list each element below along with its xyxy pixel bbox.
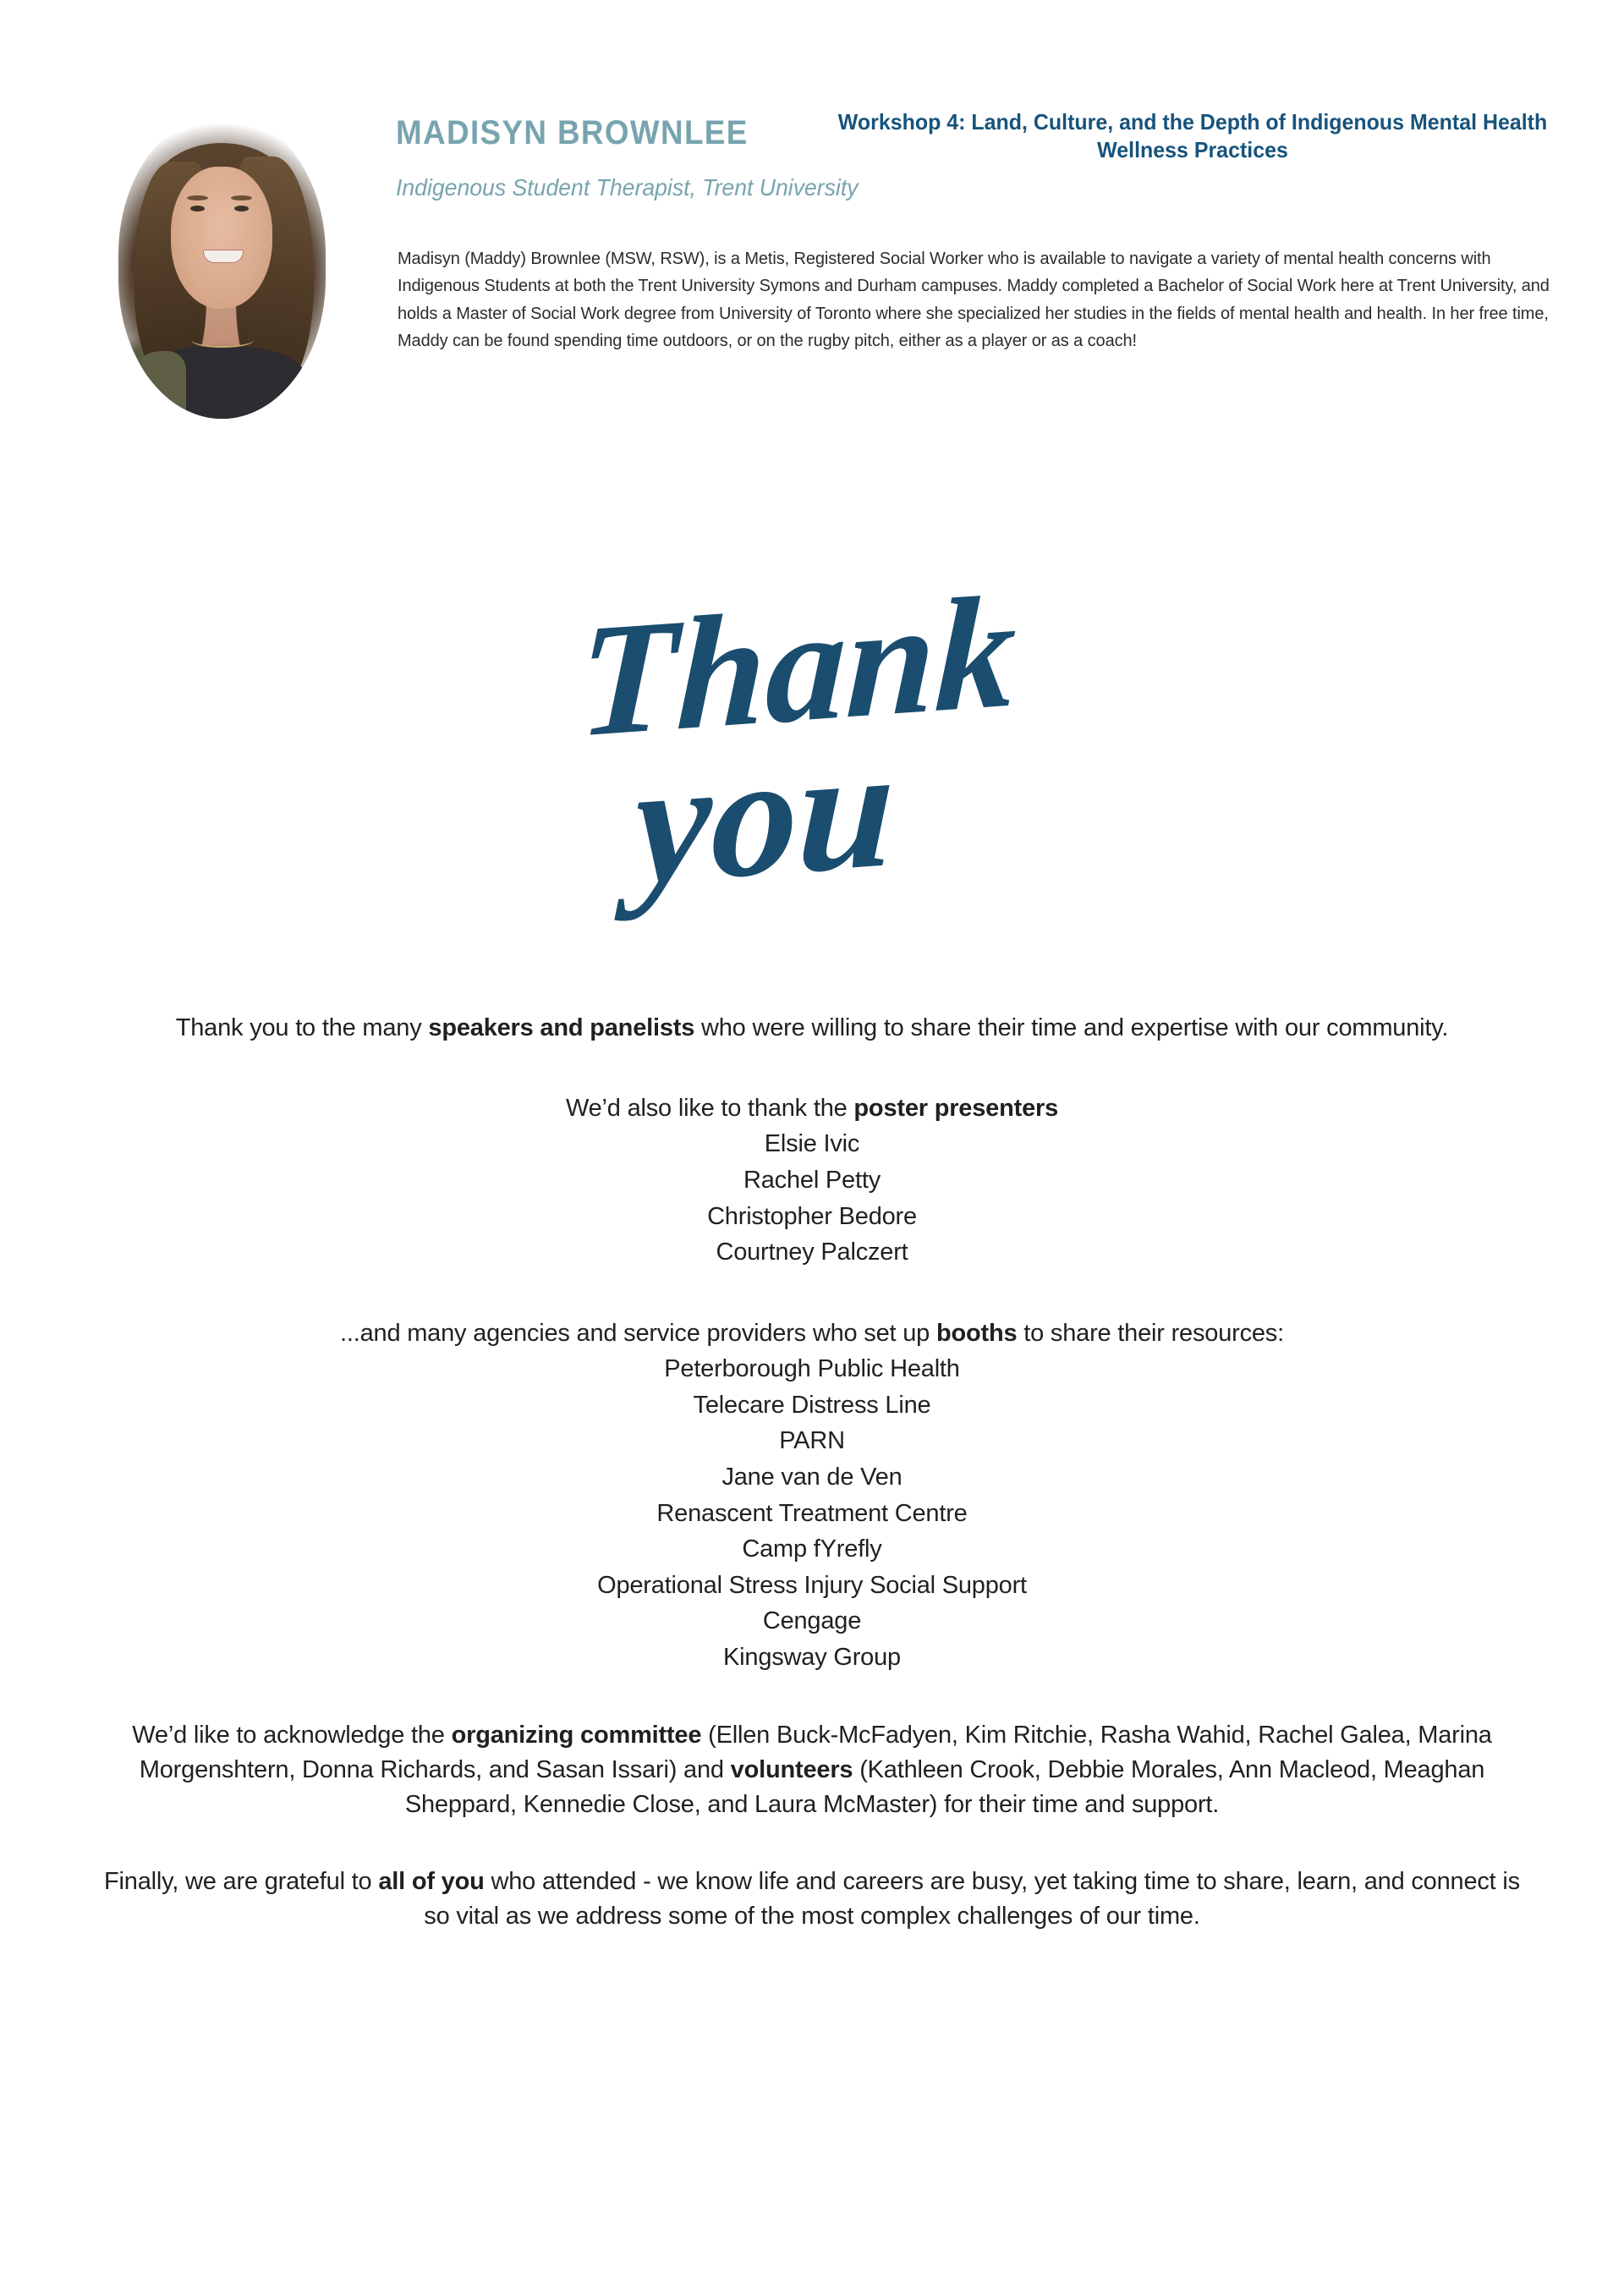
- poster-intro-bold: poster presenters: [853, 1095, 1059, 1123]
- speakers-paragraph-bold: speakers and panelists: [428, 1014, 695, 1041]
- list-item: PARN: [779, 1427, 845, 1455]
- speaker-bio: Madisyn (Maddy) Brownlee (MSW, RSW), is a Metis, Registered Social Worker who is available to navigate a variety of mental health concerns with Indigenous Students at both the Trent University Symons and Durham campuses. Maddy completed a Bachelor of Social Work here at Trent University, and holds a Master of Social Work degree from University of Toronto where she specialized her studies in the fields of mental health and health. In her free time, Maddy can be found spending time outdoors, or on the rugby pitch, either as a player or as a coach!: [398, 250, 1550, 351]
- list-item: Christopher Bedore: [707, 1202, 917, 1230]
- headshot-photo: [118, 114, 326, 419]
- necklace-icon: [191, 332, 254, 348]
- list-item: Cengage: [762, 1607, 862, 1635]
- speakers-paragraph-pre: Thank you to the many: [175, 1014, 429, 1041]
- list-item: Camp fYrefly: [742, 1535, 882, 1563]
- speaker-headshot: [118, 114, 326, 419]
- smile-shape: [203, 250, 244, 263]
- speaker-name: MADISYN BROWNLEE: [396, 114, 749, 151]
- committee-paragraph: [93, 1718, 1531, 1823]
- list-item: Peterborough Public Health: [664, 1355, 960, 1383]
- volunteers-bold: volunteers: [730, 1755, 853, 1783]
- speakers-paragraph: [93, 1011, 1531, 1046]
- booths-intro-pre: ...and many agencies and service providers who set up: [340, 1319, 936, 1347]
- committee-bold: organizing committee: [451, 1721, 702, 1749]
- poster-presenters-intro: [93, 1091, 1531, 1126]
- list-item: Jane van de Ven: [721, 1463, 903, 1491]
- list-item: Elsie Ivic: [764, 1130, 860, 1158]
- speaker-header: [0, 0, 1624, 474]
- workshop-title: Workshop 4: Land, Culture, and the Depth of Indigenous Mental Health Wellness Practices: [837, 109, 1548, 163]
- list-item: Rachel Petty: [743, 1166, 881, 1194]
- shoulder-olive: [125, 351, 186, 414]
- eye-right: [234, 206, 249, 211]
- spacer-2: [93, 1271, 1531, 1316]
- eyebrow-left: [187, 195, 208, 200]
- committee-mid: (Ellen Buck-McFadyen, Kim Ritchie, Rasha Wahid, Rachel Galea, Marina Morgenshtern, Donna Richards, and Sasan Issari) and: [139, 1721, 1492, 1783]
- acknowledgements-body: [93, 1011, 1531, 1935]
- finally-bold: all of you: [378, 1868, 485, 1896]
- committee-post: (Kathleen Crook, Debbie Morales, Ann Macleod, Meaghan Sheppard, Kennedie Close, and Laura McMaster) for their time and support.: [404, 1755, 1485, 1818]
- thank-you-script-icon: [575, 546, 1049, 943]
- speakers-paragraph-post: who were willing to share their time and expertise with our community.: [694, 1014, 1449, 1041]
- finally-paragraph: [93, 1865, 1531, 1934]
- eye-left: [190, 206, 205, 211]
- spacer-1: [93, 1046, 1531, 1091]
- thank-you-word-2: you: [631, 710, 898, 921]
- list-item: Telecare Distress Line: [693, 1391, 931, 1419]
- spacer-4: [93, 1822, 1531, 1865]
- booths-intro: [93, 1316, 1531, 1351]
- face-shape: [171, 167, 272, 309]
- speaker-role: Indigenous Student Therapist, Trent University: [396, 174, 859, 200]
- finally-post: who attended - we know life and careers are busy, yet taking time to share, learn, and connect is so vital as we address some of the most complex challenges of our time.: [424, 1868, 1520, 1931]
- booths-intro-post: to share their resources:: [1017, 1319, 1284, 1347]
- thank-you-artwork: [0, 525, 1624, 964]
- finally-pre: Finally, we are grateful to: [104, 1868, 379, 1896]
- poster-intro-pre: We’d also like to thank the: [565, 1095, 854, 1123]
- list-item: Operational Stress Injury Social Support: [597, 1571, 1027, 1599]
- list-item: Kingsway Group: [723, 1644, 901, 1672]
- list-item: Renascent Treatment Centre: [656, 1499, 968, 1527]
- booths-intro-bold: booths: [935, 1319, 1018, 1347]
- thank-you-word-1: Thank: [575, 562, 1019, 772]
- list-item: Courtney Palczert: [716, 1239, 908, 1266]
- spacer-3: [93, 1676, 1531, 1718]
- committee-pre: We’d like to acknowledge the: [132, 1721, 452, 1749]
- eyebrow-right: [231, 195, 252, 200]
